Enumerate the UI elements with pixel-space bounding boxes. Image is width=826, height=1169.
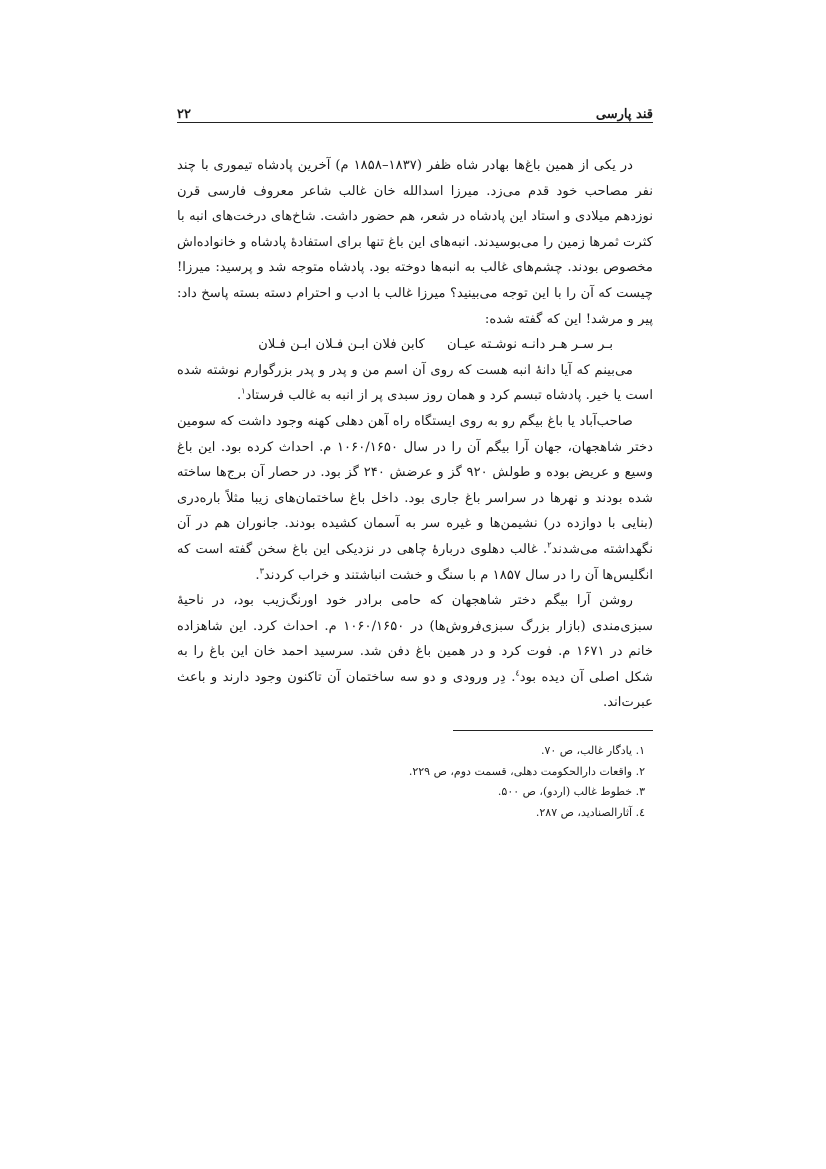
paragraph-1 [177,153,653,332]
footnote-4: ٤. آثارالصنادید، ص ۲۸۷. [535,805,645,819]
paragraph-2-text: می‌بینم که آیا دانهٔ انبه هست که روی آن اسم من و پدر و پدر بزرگوارم نوشته شده است یا خیر. پادشاه تبسم کرد و همان روز سبدی پر از انبه به غالب فرستاد [177,362,653,404]
paragraph-1-text: در یکی از همین باغ‌ها بهادر شاه ظفر (۱۸۳۷–۱۸۵۸ م) آخرین پادشاه تیموری با چند نفر مصاحب خود قدم می‌زد. میرزا اسدالله خان غالب شاعر معروف فارسی قرن نوزدهم میلادی و استاد این پادشاه در شعر، هم حضور داشت. شاخ‌های درخت‌های انبه با کثرت ثمرها زمین را می‌بوسیدند. انبه‌های این باغ تنها برای استفادهٔ پادشاه و خانواده‌اش مخصوص بودند. چشم‌های غالب به انبه‌ها دوخته بود. پادشاه متوجه شد و پرسید: میرزا! چیست که آن را با این توجه می‌بینید؟ میرزا غالب با ادب و احترام دسته بسته پاسخ داد: پیر و مرشد! این که گفته شده: [177,158,653,327]
running-header [177,100,653,123]
footnote-3: ۳. خطوط غالب (اردو)، ص ۵۰۰. [497,785,645,799]
paragraph-3: صاحب‌آباد یا باغ بیگم رو به روی ایستگاه راه آهن دهلی کهنه وجود داشت که سومین دختر شاهجهان، جهان آرا بیگم آن را در سال ۱۰۶۰/۱۶۵۰ م. احداث کرده بود. این باغ وسیع و عریض بوده و طولش ۹۲۰ گز و عرضش ۲۴۰ گز بود. در حصار آن برج‌ها ساخته شده بودند و نهرها در سراسر باغ جاری بود. داخل باغ ساختمان‌های زیبا مثلاً باره‌دری (بنایی با دوازده در) نشیمن‌ها و غیره سر به آسمان کشیده بودند. جانوران هم در آن نگهداشته می‌شدند$^۲$. غالب دهلوی دربارهٔ چاهی در نزدیکی این باغ سخن گفته است که انگلیس‌ها آن را در سال ۱۸۵۷ م با سنگ و خشت انباشتند و خراب کردند$^۳$. [177,413,653,583]
footnote-ref-2: ۲ [547,540,552,550]
page-number: ۲۲ [177,107,191,122]
footnote-ref-1: ۱ [241,386,246,396]
header-title: قند پارسی [595,107,653,122]
paragraph-4-continuation: دِر ورودی و دو سه ساختمان آن تاکنون وجود دارند و باعث عبرت‌اند. [177,669,653,711]
footnote-separator [453,730,653,731]
verse [177,332,653,358]
footnote-ref-3: ۳ [259,566,264,576]
footnotes [177,741,653,823]
footnote-2: ۲. واقعات دارالحکومت دهلی، قسمت دوم، ص ۲۲۹. [408,764,645,778]
main-text [177,153,653,716]
paragraph-4: روشن آرا بیگم دختر شاهجهان که حامی برادر خود اورنگ‌زیب بود، در ناحیهٔ سبزی‌مندی (بازار بزرگ سبزی‌فروش‌ها) در ۱۰۶۰/۱۶۵۰ م. احداث کرد. این شاهزاده خانم در ۱۶۷۱ م. فوت کرد و در همین باغ دفن شد. سرسید احمد خان این باغ را به شکل اصلی آن دیده بود$^٤$. دِر ورودی و دو سه ساختمان آن تاکنون وجود دارند و باعث عبرت‌اند. [177,593,653,711]
paragraph-3-continuation: غالب دهلوی دربارهٔ چاهی در نزدیکی این باغ سخن گفته است که انگلیس‌ها آن را در سال ۱۸۵۷ م با سنگ و خشت انباشتند و خراب کردند [177,541,653,583]
paragraph-4-text: روشن آرا بیگم دختر شاهجهان که حامی برادر خود اورنگ‌زیب بود، در ناحیهٔ سبزی‌مندی (بازار بزرگ سبزی‌فروش‌ها) در ۱۰۶۰/۱۶۵۰ م. احداث کرد. این شاهزاده خانم در ۱۶۷۱ م. فوت کرد و در همین باغ دفن شد. سرسید احمد خان این باغ را به شکل اصلی آن دیده بود [177,593,653,685]
verse-hemistich-2: کابن فلان ابـن فـلان ابـن فـلان [258,337,425,353]
verse-hemistich-1: بـر سـر هـر دانـه نوشـته عیـان [446,337,613,353]
footnote-ref-4: ٤ [515,668,520,678]
footnote-1: ۱. یادگار غالب، ص ۷۰. [540,744,645,758]
book-page [177,100,653,823]
paragraph-2: می‌بینم که آیا دانهٔ انبه هست که روی آن اسم من و پدر و پدر بزرگوارم نوشته شده است یا خیر. پادشاه تبسم کرد و همان روز سبدی پر از انبه به غالب فرستاد$^۱$. [177,362,653,404]
paragraph-3-text: صاحب‌آباد یا باغ بیگم رو به روی ایستگاه راه آهن دهلی کهنه وجود داشت که سومین دختر شاهجهان، جهان آرا بیگم آن را در سال ۱۰۶۰/۱۶۵۰ م. احداث کرده بود. این باغ وسیع و عریض بوده و طولش ۹۲۰ گز و عرضش ۲۴۰ گز بود. در حصار آن برج‌ها ساخته شده بودند و نهرها در سراسر باغ جاری بود. داخل باغ ساختمان‌های زیبا مثلاً باره‌دری (بنایی با دوازده در) نشیمن‌ها و غیره سر به آسمان کشیده بودند. جانوران هم در آن نگهداشته می‌شدند [177,413,653,557]
